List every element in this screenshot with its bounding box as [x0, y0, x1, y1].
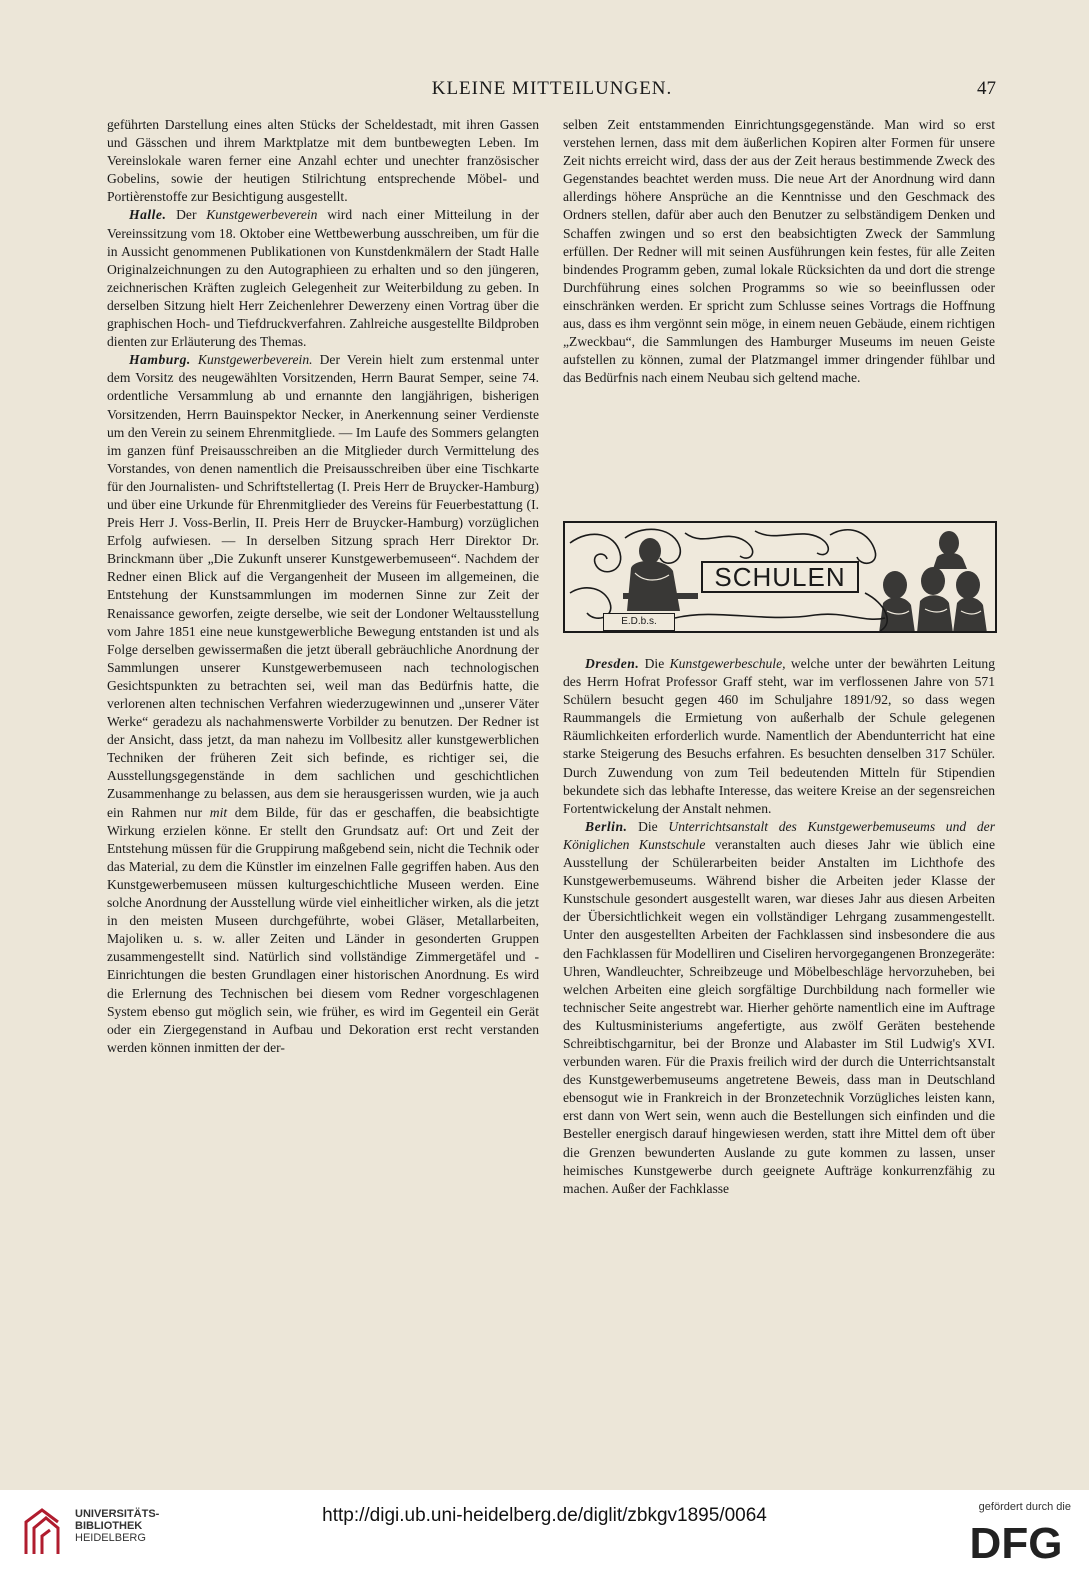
- article-continuation: geführten Darstellung eines alten Stücks der Scheldestadt, mit ihren Gassen und Gässchen und ihrem Marktplatze mit dem buntbewegten Leben. Im Vereinslokale waren ferner eine Anzahl echter und unechter französischer Gobelins, sowie der heutigen Stilrichtung entsprechende Möbel- und Portièrenstoffe zur Besichtigung ausgestellt.: [107, 117, 539, 205]
- dresden-school: Kunstgewerbeschule,: [669, 656, 786, 671]
- permalink-url[interactable]: http://digi.ub.uni-heidelberg.de/diglit/zbkgv1895/0064: [322, 1505, 767, 1526]
- hamburg-section: [107, 351, 539, 1057]
- vignette-signature: E.D.b.s.: [603, 613, 675, 631]
- running-title: KLEINE MITTEILUNGEN.: [431, 78, 673, 99]
- berlin-body: veranstalten auch dieses Jahr wie üblich eine Ausstellung der Schülerarbeiten beider Anstalten im Lichthofe des Kunstgewerbemuseums. Während bisher die Arbeiten jeder Klasse der Kunstschule gesondert ausgestellt waren, war dieses Jahr aus diesen Arbeiten der Übersichtlichkeit wegen ein vollständiger Lehrgang zusammengestellt. Unter den ausgestellten Arbeiten der Fachklassen sind insbesondere die aus den Fachklassen für Modelliren und Ciseliren hervorgegangenen Bronzegeräte: Uhren, Wandleuchter, Schreibzeuge und Möbelbeschläge hervorzuheben, bei welchen Arbeiten eine gleich sorgfältige Durchbildung nach formeller wie technischer Seite angestrebt war. Hierher gehörte namentlich eine im Auftrage des Kultusministeriums angefertigte, aus zwölf Geräten bestehende Schreibtischgarnitur, bei der Bronze und Alabaster im Stil Ludwig's XVI. verbunden waren. Für die Praxis freilich wird der durch die Unterrichtsanstalt des Kunstgewerbemuseums angetretene Beweis, dass man in Deutschland ebensogut wie in Frankreich in der Bronzetechnik Vorzügliches leisten kann, erst dann von Wert sein, wenn auch die Bestellungen sich einfinden und die Besteller energisch darauf hingewiesen werden, statt ihre Mittel dem oft über die Grenzen bewunderten Auslande zu gute kommen zu lassen, unser heimisches Kunstgewerbe durch geeignete Aufträge konkurrenzfähig zu machen. Außer der Fachklasse: [563, 836, 995, 1196]
- halle-body: wird nach einer Mitteilung in der Vereinssitzung vom 18. Oktober eine Wettbewerbung ausschreiben, um für die in Aussicht genommenen Publikationen von Kunstdenkmälern der Stadt Halle Originalzeichnungen zu den Autographieen zu erhalten und so den jüngeren, zeichnerischen Kräften zugleich Gelegenheit zur Weiterbildung zu geben. In derselben Sitzung hielt Herr Zeichenlehrer Dewerzeny einen Vortrag über die graphischen Hoch- und Tiefdruckverfahren. Zahlreiche ausgestellte Bildproben dienten zur Erläuterung des Themas.: [107, 207, 539, 350]
- library-name-line2: BIBLIOTHEK: [75, 1520, 143, 1532]
- hamburg-emphasis: mit: [209, 804, 228, 820]
- hamburg-body-part2: dem Bilde, für das er geschaffen, die beabsichtigte Wirkung erzielen könne. Er stellt den Grundsatz auf: Ort und Zeit der Entstehung müssen für die Gruppirung maßgebend sein, nicht die Technik oder das Material, zu dem die Künstler im einzelnen Falle gegriffen haben. Aus den Kunstgewerbemuseen müssen kulturgeschichtliche Museen werden. Eine solche Anordnung der Ausstellung würde viel einheitlicher wirken, als die jetzt in den meisten Museen durchgeführte, wobei Gläser, Metallarbeiten, Majoliken u. s. w. aller Zeiten und Länder in gesonderten Gruppen zusammengestellt sind. Natürlich sind vollständige Zimmergetäfel und -Einrichtungen die besten Grundlagen einer historischen Anordnung. Es wird die Erlernung des Technischen bei diesem vom Redner vorgeschlagenen System ebenso gut möglich sein, wie früher, es wird im Gegenteil ein Gerät oder ein Ziergegenstand in Aufbau und Dekoration erst recht verstanden werden können inmitten der der-: [107, 804, 539, 1055]
- library-name-line3: HEIDELBERG: [75, 1532, 146, 1544]
- right-column-lower: [563, 655, 995, 1198]
- dfg-logo: [961, 1520, 1071, 1562]
- hamburg-heading: Hamburg.: [129, 352, 191, 368]
- hamburg-body-part1: Der Verein hielt zum erstenmal unter dem Vorsitz des neugewählten Vorsitzenden, Herrn Baurat Semper, seine 74. ordentliche Versammlung ab und ernannte den langjährigen, bisherigen Vorsitzenden, Herrn Bauinspektor Necker, in Anerkennung seiner Verdienste um den Verein zu seinem Ehrenmitgliede. — Im Laufe des Sommers gelangten im ganzen fünf Preisausschreiben an die Mitglieder durch Vermittelung des Vorstandes, von denen namentlich die Preisausschreiben über eine Tischkarte für den Journalisten- und Schriftstellertag (I. Preis Herr de Bruycker-Hamburg) und über eine Urkunde für Ehrenmitglieder des Vereins für Feuerbestattung (I. Preis Herr J. Voss-Berlin, II. Preis Herr de Bruycker-Hamburg) vorzüglichen Erfolg aufwiesen. — In derselben Sitzung sprach Herr Direktor Dr. Brinckmann über „Die Zukunft unserer Kunstgewerbemuseen“. Nachdem der Redner einen Blick auf die Vergangenheit der Museen im allgemeinen, die Entstehung der Kunstsammlungen im modernen Sinne zur Zeit der Renaissance geworfen, zeigte derselbe, wie seit der Londoner Weltausstellung vom Jahre 1851 eine neue kunstgewerbliche Bewegung entstanden ist und als Folge derselben gewissermaßen die jetzt überall gebräuchliche Anordnung der Sammlungen unserer Kunstgewerbemuseen nach technologischen Gesichtspunkten zu betrachten sei, weil man das Bedürfnis hatte, die verlorenen alten technischen Verfahren wiederzugewinnen und „unserer Väter Werke“ geradezu als nachahmenswerte Vorbilder zu benutzen. Der Redner ist der Ansicht, dass jetzt, da man nahezu im Vollbesitz aller kunstgewerblichen Techniken der früheren Zeit sich befinde, es richtiger sei, die Ausstellungsgegenstände in dem sachlichen und geschichtlichen Zusammenhange zu belassen, aus dem sie herausgerissen wurden, wie ja auch ein Rahmen nur: [107, 352, 539, 820]
- halle-society: Kunstgewerbeverein: [206, 207, 318, 223]
- hamburg-society: Kunstgewerbeverein.: [197, 352, 313, 368]
- berlin-institution: Unterrichtsanstalt des Kunstgewerbemuseums und der Königlichen Kunstschule: [563, 818, 995, 852]
- vignette-title: SCHULEN: [701, 561, 859, 593]
- funded-by-label: gefördert durch die: [978, 1501, 1071, 1513]
- halle-heading: Halle.: [129, 207, 167, 223]
- dresden-heading: Dresden.: [585, 656, 640, 671]
- berlin-section: [563, 818, 995, 1198]
- halle-article: Der: [166, 207, 207, 223]
- library-name-line1: UNIVERSITÄTS-: [75, 1508, 160, 1520]
- digitization-footer: [0, 1490, 1089, 1573]
- page-number: 47: [977, 78, 996, 99]
- halle-section: [107, 206, 539, 351]
- dresden-section: [563, 655, 995, 818]
- berlin-heading: Berlin.: [585, 818, 628, 834]
- schulen-vignette: [563, 521, 997, 633]
- dresden-article: Die: [639, 656, 670, 671]
- left-column: [107, 116, 539, 1057]
- hamburg-continuation: selben Zeit entstammenden Einrichtungsgegenstände. Man wird so erst verstehen lernen, dass mit dem äußerlichen Kopiren alter Formen für unsere Zeit nichts erreicht wird, dass der aus der Zeit heraus bestimmende Zweck des Gegenstandes beachtet werden muss. Die neue Art der Anordnung wird dann allerdings höhere Ansprüche an die Kenntnisse und den Geschmack des Ordners stellen, dafür aber auch den Benutzer zu selbständigem Denken und Schaffen zwingen und so erst den beabsichtigten Zweck der Sammlung erfüllen. Der Redner will mit seinen Ausführungen kein festes, für alle Zeiten bindendes Programm geben, zumal lokale Rücksichten da und dort die strenge Durchführung eines solchen Programms so wie so beeinflussen oder einschränken werden. Er spricht zum Schlusse seines Vortrags die Hoffnung aus, dass es ihm vergönnt sein möge, in einem neuen Gebäude, einem richtigen „Zweckbau“, die Sammlungen des Hamburger Museums im neuen Geiste aufstellen zu können, zumal der Platzmangel immer dringender fühlbar und das Bedürfnis nach einem Neubau sich geltend mache.: [563, 117, 995, 386]
- page-header: [108, 78, 996, 106]
- dresden-body: welche unter der bewährten Leitung des Herrn Hofrat Professor Graff steht, war im verflossenen Jahre von 571 Schülern besucht gegen 460 im Schuljahre 1891/92, so dass wegen Raummangels die Ermietung von außerhalb der Schule gelegenen Räumlichkeiten erforderlich wurde. Namentlich der Abendunterricht hat eine starke Steigerung des Besuchs erfahren. Es besuchten denselben 317 Schüler. Durch Zuwendung von zum Teil bedeutenden Mitteln für Stipendien bekundete sich das lebhafte Interesse, das weitere Kreise an der segensreichen Fortentwickelung der Anstalt nehmen.: [563, 656, 995, 816]
- dfg-logo-text: DFG: [969, 1520, 1063, 1562]
- berlin-article: Die: [627, 818, 669, 834]
- right-column: [563, 116, 995, 387]
